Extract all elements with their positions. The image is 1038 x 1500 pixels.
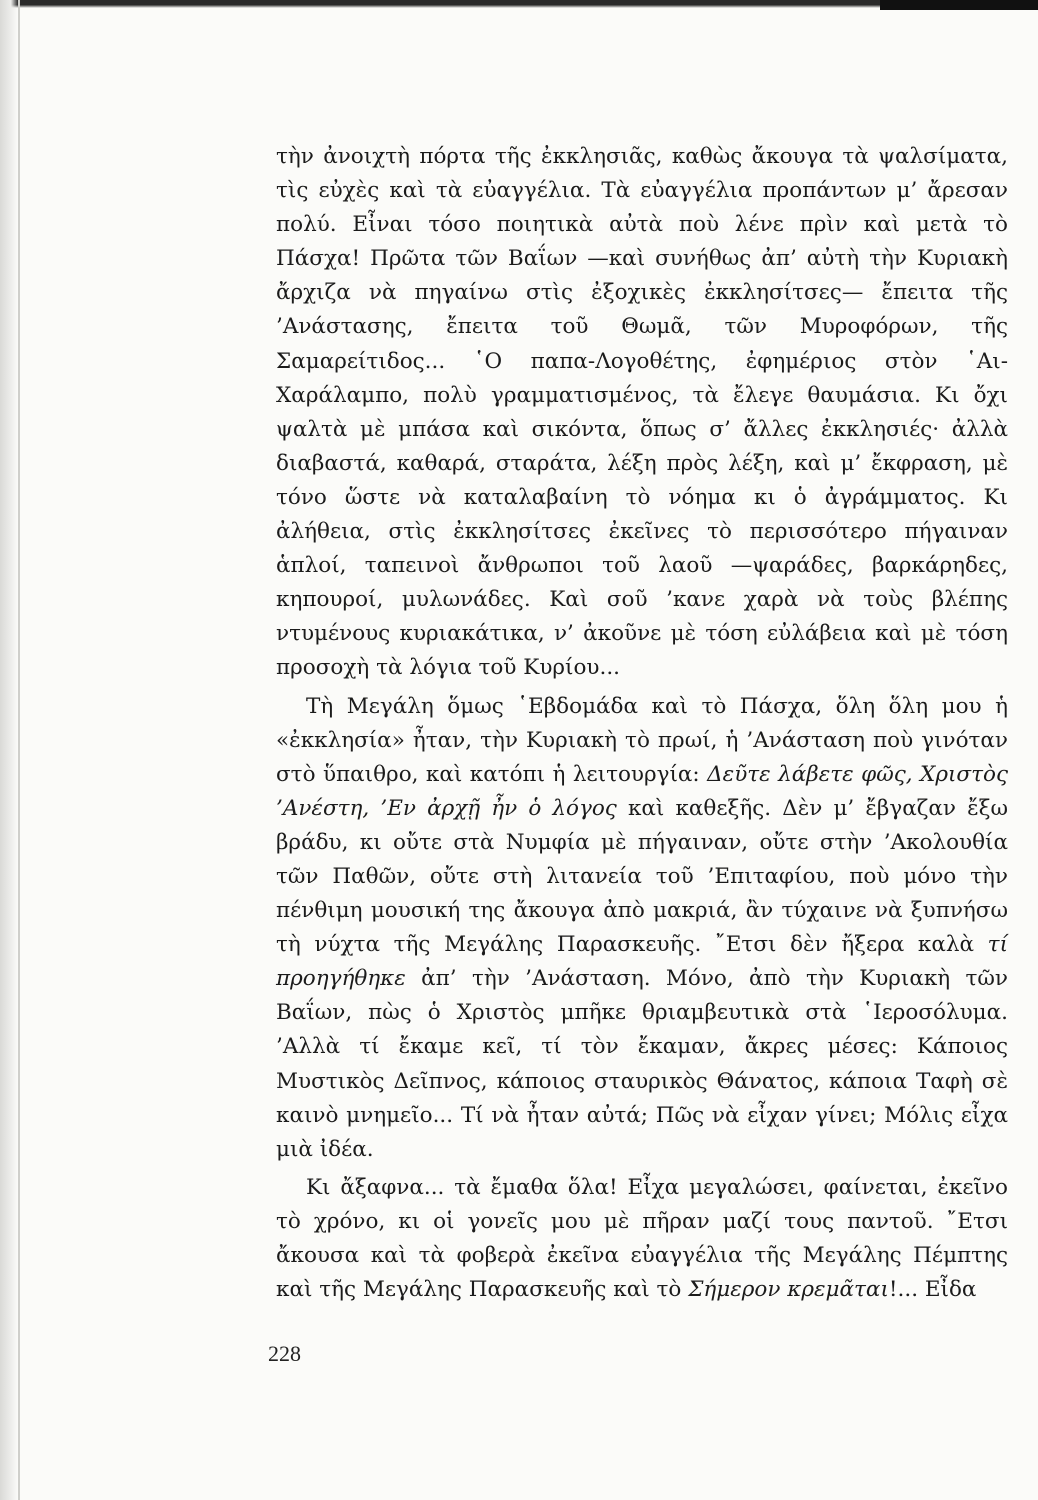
- paragraph-1: [276, 140, 1008, 686]
- scan-gutter-line: [18, 0, 20, 1500]
- paragraph-2-text-c: ἀπ’ τὴν ’Ανάσταση. Μόνο, ἀπὸ τὴν Κυριακὴ τῶν Βαΐων, πὼς ὁ Χριστὸς μπῆκε θριαμβευτικὰ στὰ ῾Ιεροσόλυμα. ’Αλλὰ τί ἔκαμε κεῖ, τί τὸν ἔκαμαν, ἄκρες μέσες: Κάποιος Μυστικὸς Δεῖπνος, κάποιος σταυρικὸς Θάνατος, κάποια Ταφὴ σὲ καινὸ μνημεῖο... Τί νὰ ἦταν αὐτά; Πῶς νὰ εἶχαν γίνει; Μόλις εἶχα μιὰ ἰδέα.: [276, 966, 1008, 1162]
- paragraph-3-text-b: !... Εἶδα: [888, 1277, 977, 1303]
- paragraph-3-italic-hymn: Σήμερον κρεμᾶται: [688, 1277, 889, 1303]
- scan-top-edge-dark: [880, 0, 1038, 10]
- paragraph-1-text: τὴν ἀνοιχτὴ πόρτα τῆς ἐκκλησιᾶς, καθὼς ἄκουγα τὰ ψαλσίματα, τὶς εὐχὲς καὶ τὰ εὐαγγέλια. Τὰ εὐαγγέλια προπάντων μ’ ἄρεσαν πολύ. Εἶναι τόσο ποιητικὰ αὐτὰ ποὺ λένε πρὶν καὶ μετὰ τὸ Πάσχα! Πρῶτα τῶν Βαΐων —καὶ συνήθως ἀπ’ αὐτὴ τὴν Κυριακὴ ἄρχιζα νὰ πηγαίνω στὶς ἐξοχικὲς ἐκκλησίτσες— ἔπειτα τῆς ’Ανάστασης, ἔπειτα τοῦ Θωμᾶ, τῶν Μυροφόρων, τῆς Σαμαρείτιδος... ῾Ο παπα-Λογοθέτης, ἐφημέριος στὸν ῾Αι-Χαράλαμπο, πολὺ γραμματισμένος, τὰ ἔλεγε θαυμάσια. Κι ὄχι ψαλτὰ μὲ μπάσα καὶ σικόντα, ὅπως σ’ ἄλλες ἐκκλησιές· ἀλλὰ διαβαστά, καθαρά, σταράτα, λέξη πρὸς λέξη, καὶ μ’ ἔκφραση, μὲ τόνο ὥστε νὰ καταλαβαίνη τὸ νόημα κι ὁ ἀγράμματος. Κι ἀλήθεια, στὶς ἐκκλησίτσες ἐκεῖνες τὸ περισσότερο πήγαιναν ἁπλοί, ταπεινοὶ ἄνθρωποι τοῦ λαοῦ —ψαράδες, βαρκάρηδες, κηπουροί, μυλωνάδες. Καὶ σοῦ ’κανε χαρὰ νὰ τοὺς βλέπης ντυμένους κυριακάτικα, ν’ ἀκοῦνε μὲ τόση εὐλάβεια καὶ μὲ τόση προσοχὴ τὰ λόγια τοῦ Κυρίου...: [276, 144, 1008, 681]
- paragraph-2-italic-hymns: Δεῦτε λάβετε φῶς, Χριστὸς ’Ανέστη, ’Εν ἀρχῇ ἦν ὁ λόγος: [276, 761, 1008, 821]
- paragraph-2-text-b: καὶ καθεξῆς. Δὲν μ’ ἔβγαζαν ἔξω βράδυ, κι οὔτε στὰ Νυμφία μὲ πήγαιναν, οὔτε στὴν ’Ακολουθία τῶν Παθῶν, οὔτε στὴ λιτανεία τοῦ ’Επιταφίου, ποὺ μόνο τὴν πένθιμη μουσική της ἄκουγα ἀπὸ μακριά, ἂν τύχαινε νὰ ξυπνήσω τὴ νύχτα τῆς Μεγάλης Παρασκευῆς. ῎Ετσι δὲν ἤξερα καλὰ: [276, 795, 1008, 958]
- scan-left-edge: [0, 0, 18, 1500]
- paragraph-3-text-a: Κι ἄξαφνα... τὰ ἔμαθα ὅλα! Εἶχα μεγαλώσει, φαίνεται, ἐκεῖνο τὸ χρόνο, κι οἱ γονεῖς μου μὲ πῆραν μαζί τους παντοῦ. ῎Ετσι ἄκουσα καὶ τὰ φοβερὰ ἐκεῖνα εὐαγγέλια τῆς Μεγάλης Πέμπτης καὶ τῆς Μεγάλης Παρασκευῆς καὶ τὸ: [276, 1174, 1008, 1303]
- paragraph-2-text-a: Τὴ Μεγάλη ὅμως ῾Εβδομάδα καὶ τὸ Πάσχα, ὅλη ὅλη μου ἡ «ἐκκλησία» ἦταν, τὴν Κυριακὴ τὸ πρωί, ἡ ’Ανάσταση ποὺ γινόταν στὸ ὕπαιθρο, καὶ κατόπι ἡ λειτουργία:: [276, 693, 1008, 787]
- paragraph-3: [276, 1171, 1008, 1307]
- paragraph-2-italic-preceded: τί προηγήθηκε: [276, 932, 1008, 992]
- page-body: [276, 140, 1008, 1307]
- page-number: 228: [268, 1341, 301, 1366]
- paragraph-2: [276, 690, 1008, 1167]
